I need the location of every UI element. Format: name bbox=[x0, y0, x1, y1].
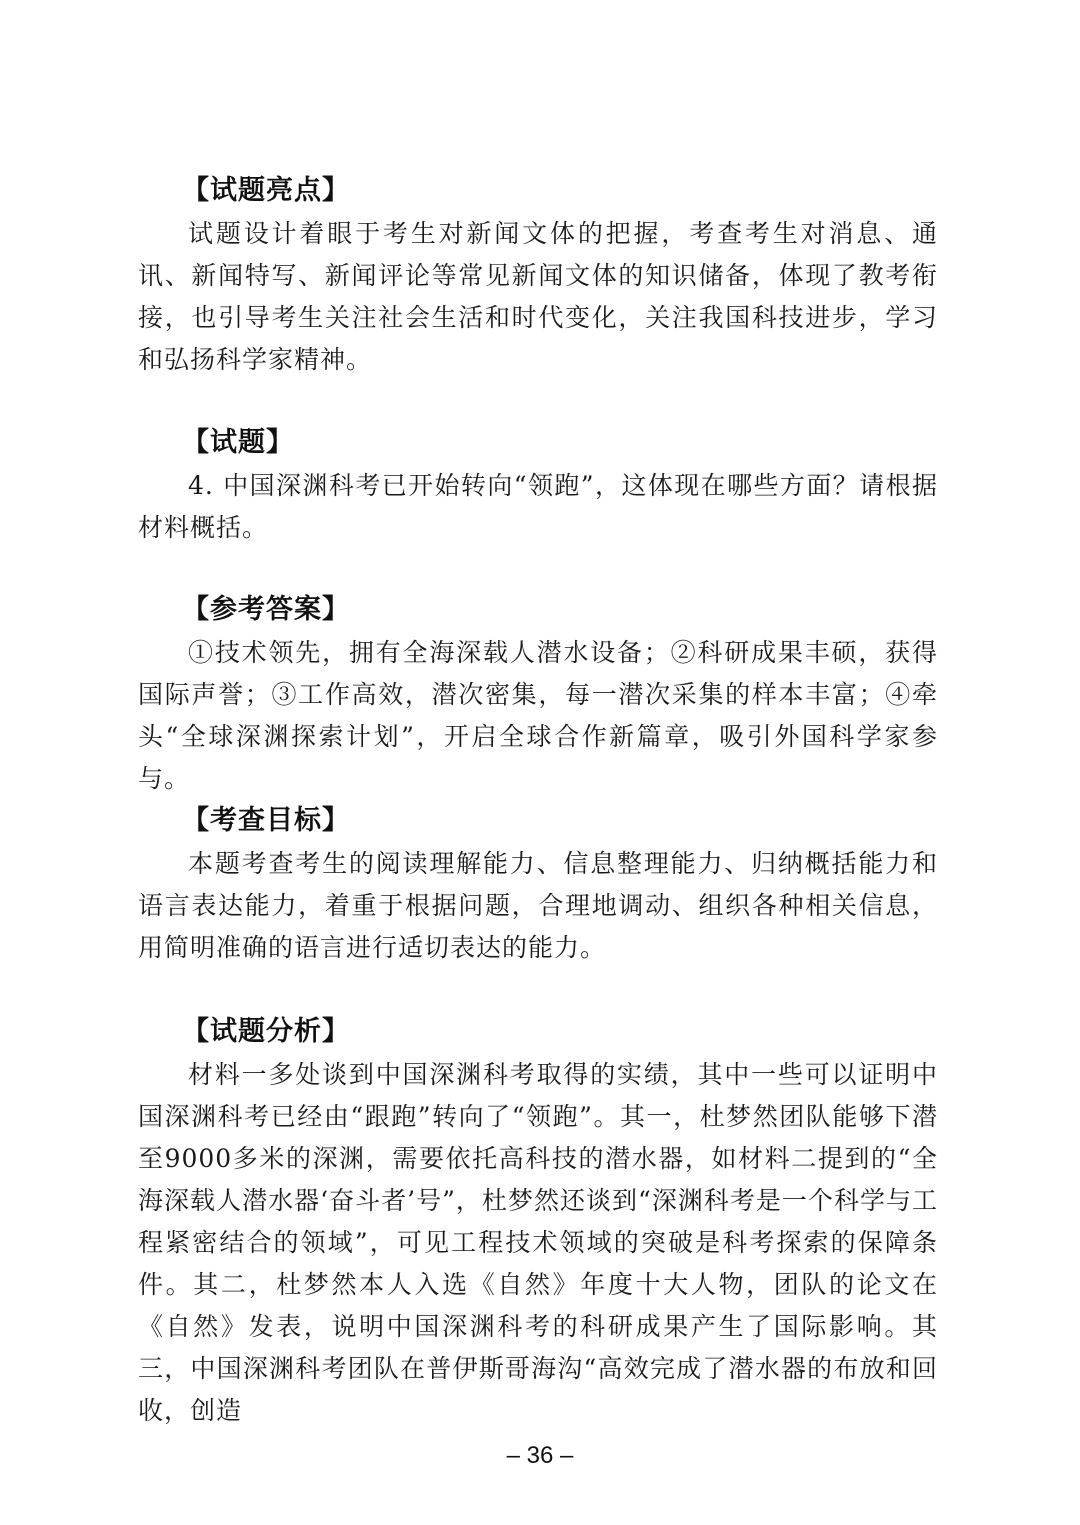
section-objectives bbox=[138, 801, 938, 969]
section-text: 4. 中国深渊科考已开始转向“领跑”，这体现在哪些方面？请根据材料概括。 bbox=[138, 471, 938, 542]
section-text: 材料一多处谈到中国深渊科考取得的实绩，其中一些可以证明中国深渊科考已经由“跟跑”转向了“领跑”。其一，杜梦然团队能够下潜至9000多米的深渊，需要依托高科技的潜水器，如材料二提到的“全海深载人潜水器‘奋斗者’号”，杜梦然还谈到“深渊科考是一个科学与工程紧密结合的领域”，可见工程技术领域的突破是科考探索的保障条件。其二，杜梦然本人入选《自然》年度十大人物，团队的论文在《自然》发表，说明中国深渊科考的科研成果产生了国际影响。其三，中国深渊科考团队在普伊斯哥海沟“高效完成了潜水器的布放和回收，创造 bbox=[138, 1060, 938, 1425]
section-text: 试题设计着眼于考生对新闻文体的把握，考查考生对消息、通讯、新闻特写、新闻评论等常见新闻文体的知识储备，体现了教考衔接，也引导考生关注社会生活和时代变化，关注我国科技进步，学习和弘扬科学家精神。 bbox=[138, 219, 938, 374]
section-heading: 【试题亮点】 bbox=[182, 175, 350, 206]
section-highlights bbox=[138, 171, 938, 381]
section-analysis bbox=[138, 1012, 938, 1432]
page-number: – 36 – bbox=[506, 1442, 574, 1469]
section-text: 本题考查考生的阅读理解能力、信息整理能力、归纳概括能力和语言表达能力，着重于根据问题，合理地调动、组织各种相关信息，用简明准确的语言进行适切表达的能力。 bbox=[138, 849, 938, 962]
section-heading: 【参考答案】 bbox=[182, 594, 350, 625]
section-heading: 【考查目标】 bbox=[182, 805, 350, 836]
section-heading: 【试题】 bbox=[182, 427, 294, 458]
section-text: ①技术领先，拥有全海深载人潜水设备；②科研成果丰硕，获得国际声誉；③工作高效，潜次密集，每一潜次采集的样本丰富；④牵头“全球深渊探索计划”，开启全球合作新篇章，吸引外国科学家参与。 bbox=[138, 638, 938, 793]
section-reference-answer bbox=[138, 590, 938, 800]
section-question bbox=[138, 423, 938, 549]
section-heading: 【试题分析】 bbox=[182, 1016, 350, 1047]
